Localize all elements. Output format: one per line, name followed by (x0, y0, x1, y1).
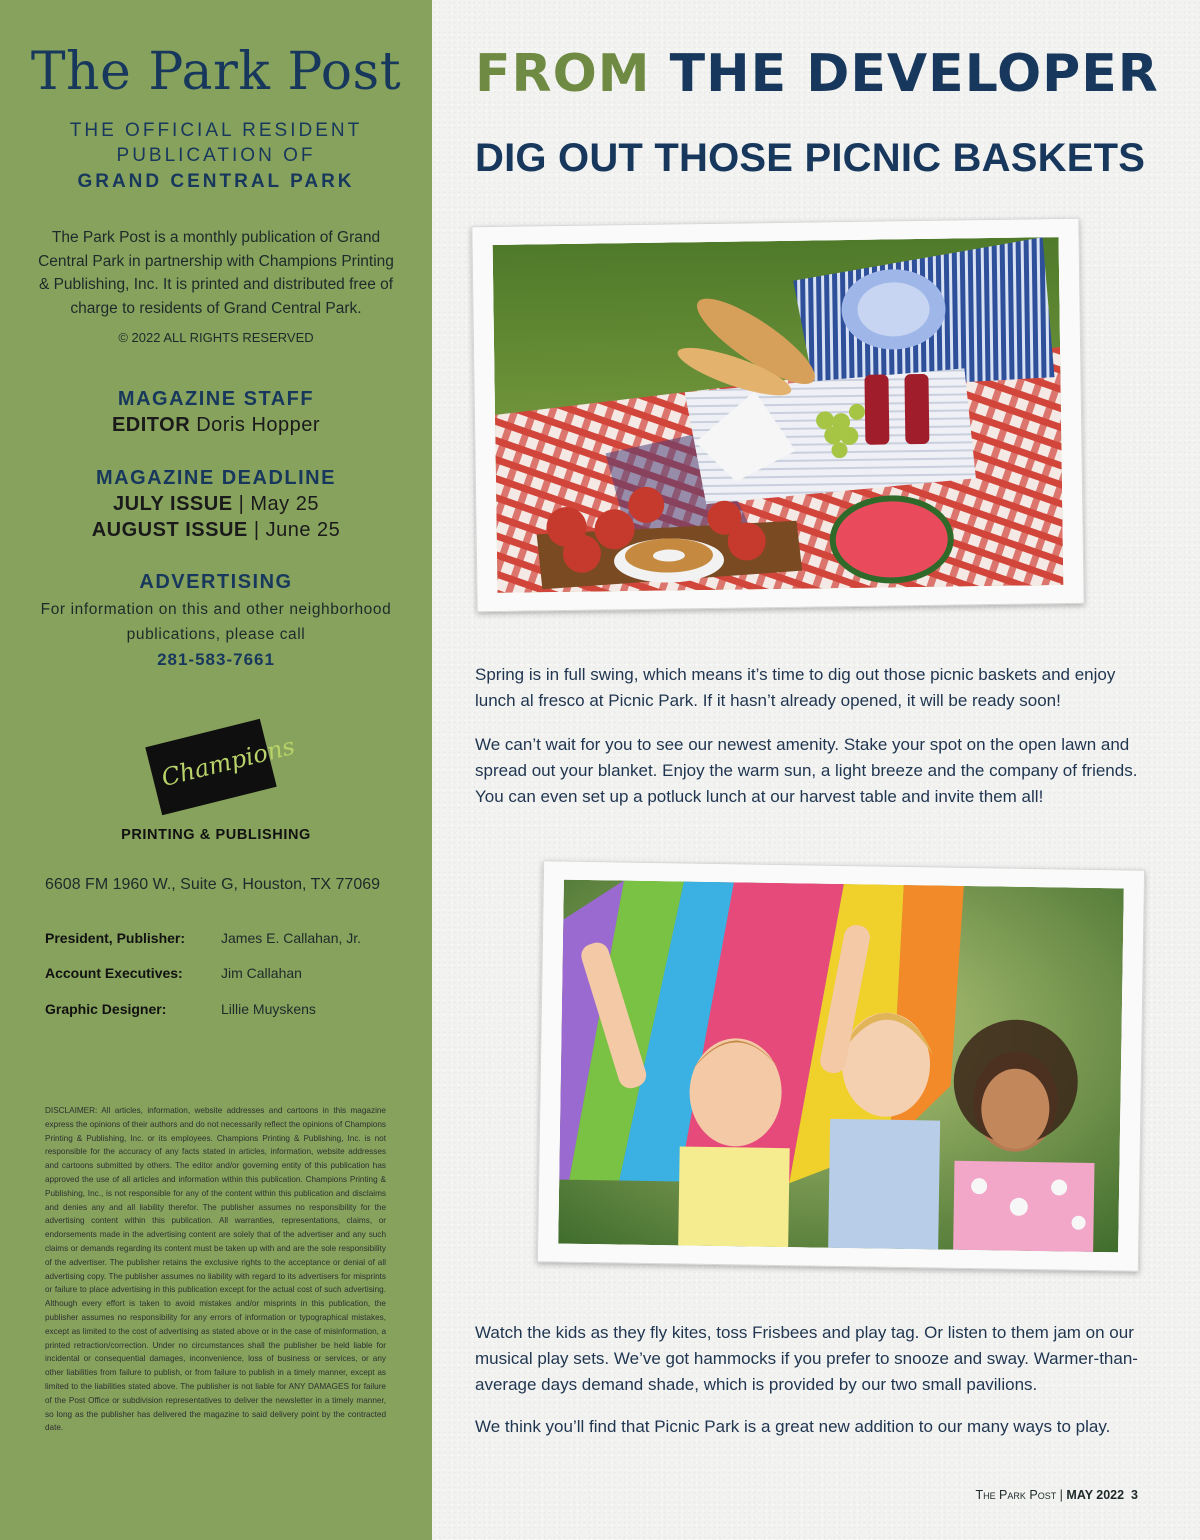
masthead-sidebar (0, 0, 432, 1540)
article-paragraph: We think you’ll find that Picnic Park is a great new addition to our many ways to play. (475, 1417, 1111, 1436)
staff-heading: MAGAZINE STAFF (117, 388, 315, 410)
tagline-line-2: PUBLICATION OF (116, 145, 316, 166)
disclaimer-text: DISCLAIMER: All articles, information, website addresses and cartoons in this magazine express the opinions of their authors and do not necessarily reflect the opinions of Champions Printing & Publishing, Inc. or its employees. Champions Printing & Publishing, Inc. is not responsible for the accuracy of any facts stated in articles, information, website addresses and cartoons submitted by others. The editor and/or governing entity of this publication has approved the use of all articles and information within this publication. Champions Printing & Publishing, Inc., is not responsible for any of the content within this publication and disclaims and denies any and all liability therefor. The publisher assumes no responsibility for the advertising content within this publication. All warranties, representations, claims, or endorsements made in the advertising content are solely that of the advertiser and any such claims or demands regarding its content must be taken up with and are the sole responsibility of the advertiser. The publisher retains the exclusive rights to the acceptance or denial of all advertising copy. The publisher assumes no liability with regard to its advertisers for misprints or failure to place advertising in this publication except for the actual cost of such advertising. Although every effort is taken to avoid mistakes and/or misprints in this publication, the publisher assumes no responsibility for any errors of information or typographical mistakes, except as limited to the cost of advertising as stated above or in the case of misinformation, a printed retraction/correction. Under no circumstances shall the publisher be held liable for incidental or consequential damages, inconvenience, loss of business or services, or any other liabilities from failure to publish, or from failure to publish in a timely manner, except as limited to the liabilities stated above. The publisher is not liable for ANY DAMAGES for failure of the Post Office or subdivision representatives to deliver the newsletter in a timely manner, so long as the publisher has delivered the magazine to said delivery point by the contracted date. (45, 1106, 386, 1433)
tagline-line-3: GRAND CENTRAL PARK (77, 171, 355, 192)
about-text: The Park Post is a monthly publication of Grand Central Park in partnership with Champions Printing & Publishing, Inc. It is printed and distributed free of charge to residents of Grand Central Park. (38, 229, 394, 317)
picnic-photo (471, 218, 1084, 612)
july-label: JULY ISSUE (113, 493, 233, 515)
staff-name: Lillie Muyskens (221, 1001, 316, 1017)
champions-logo-script: Champions (158, 731, 298, 793)
kite-image (558, 880, 1124, 1253)
article-paragraph: Spring is in full swing, which means it’s time to dig out those picnic baskets and enjoy lunch al fresco at Picnic Park. If it hasn’t already opened, it will be ready soon! (475, 665, 1116, 710)
staff-role: Account Executives: (45, 965, 183, 981)
editor-label: EDITOR (111, 414, 191, 436)
page-footer: The Park Post | MAY 2022 3 (975, 1488, 1138, 1502)
kicker-developer: THE DEVELOPER (669, 44, 1159, 104)
staff-name: Jim Callahan (221, 965, 302, 981)
footer-issue: MAY 2022 (1066, 1488, 1125, 1502)
staff-name: James E. Callahan, Jr. (221, 930, 362, 946)
champions-logo-subtitle: PRINTING & PUBLISHING (121, 827, 311, 843)
article-paragraph: Watch the kids as they fly kites, toss Frisbees and play tag. Or listen to them jam on our musical play sets. We’ve got hammocks if you prefer to snooze and sway. Warmer-than-average days demand shade, which is provided by our two small pavilions. (475, 1323, 1138, 1394)
masthead-title: The Park Post (30, 42, 402, 102)
staff-role: President, Publisher: (45, 930, 186, 946)
page-number: 3 (1131, 1488, 1138, 1502)
august-date: | June 25 (253, 519, 341, 541)
deadline-heading: MAGAZINE DEADLINE (96, 467, 336, 489)
august-deadline (0, 519, 432, 542)
tagline-line-1: THE OFFICIAL RESIDENT (69, 120, 363, 141)
phone-number[interactable]: 281-583-7661 (157, 650, 275, 669)
august-label: AUGUST ISSUE (91, 519, 248, 541)
kite-photo (537, 860, 1145, 1271)
article-title: DIG OUT THOSE PICNIC BASKETS (475, 136, 1146, 180)
picnic-image (493, 237, 1064, 593)
section-kicker (475, 44, 1159, 104)
publisher-address: 6608 FM 1960 W., Suite G, Houston, TX 77069 (45, 876, 381, 893)
kicker-from: FROM (475, 44, 651, 104)
editor-name: Doris Hopper (196, 414, 321, 436)
article-paragraph: We can’t wait for you to see our newest amenity. Stake your spot on the open lawn and spread out your blanket. Enjoy the warm sun, a light breeze and the company of friends. You can even set up a potluck lunch at our harvest table and invite them all! (475, 735, 1138, 806)
editor-line (0, 414, 432, 437)
copyright: © 2022 ALL RIGHTS RESERVED (118, 330, 314, 345)
july-deadline (0, 493, 432, 516)
july-date: | May 25 (238, 493, 319, 515)
advertising-text: For information on this and other neighborhood publications, please call (40, 601, 392, 643)
footer-publication: The Park Post (975, 1488, 1057, 1502)
staff-role: Graphic Designer: (45, 1001, 167, 1017)
advertising-heading: ADVERTISING (139, 571, 293, 593)
